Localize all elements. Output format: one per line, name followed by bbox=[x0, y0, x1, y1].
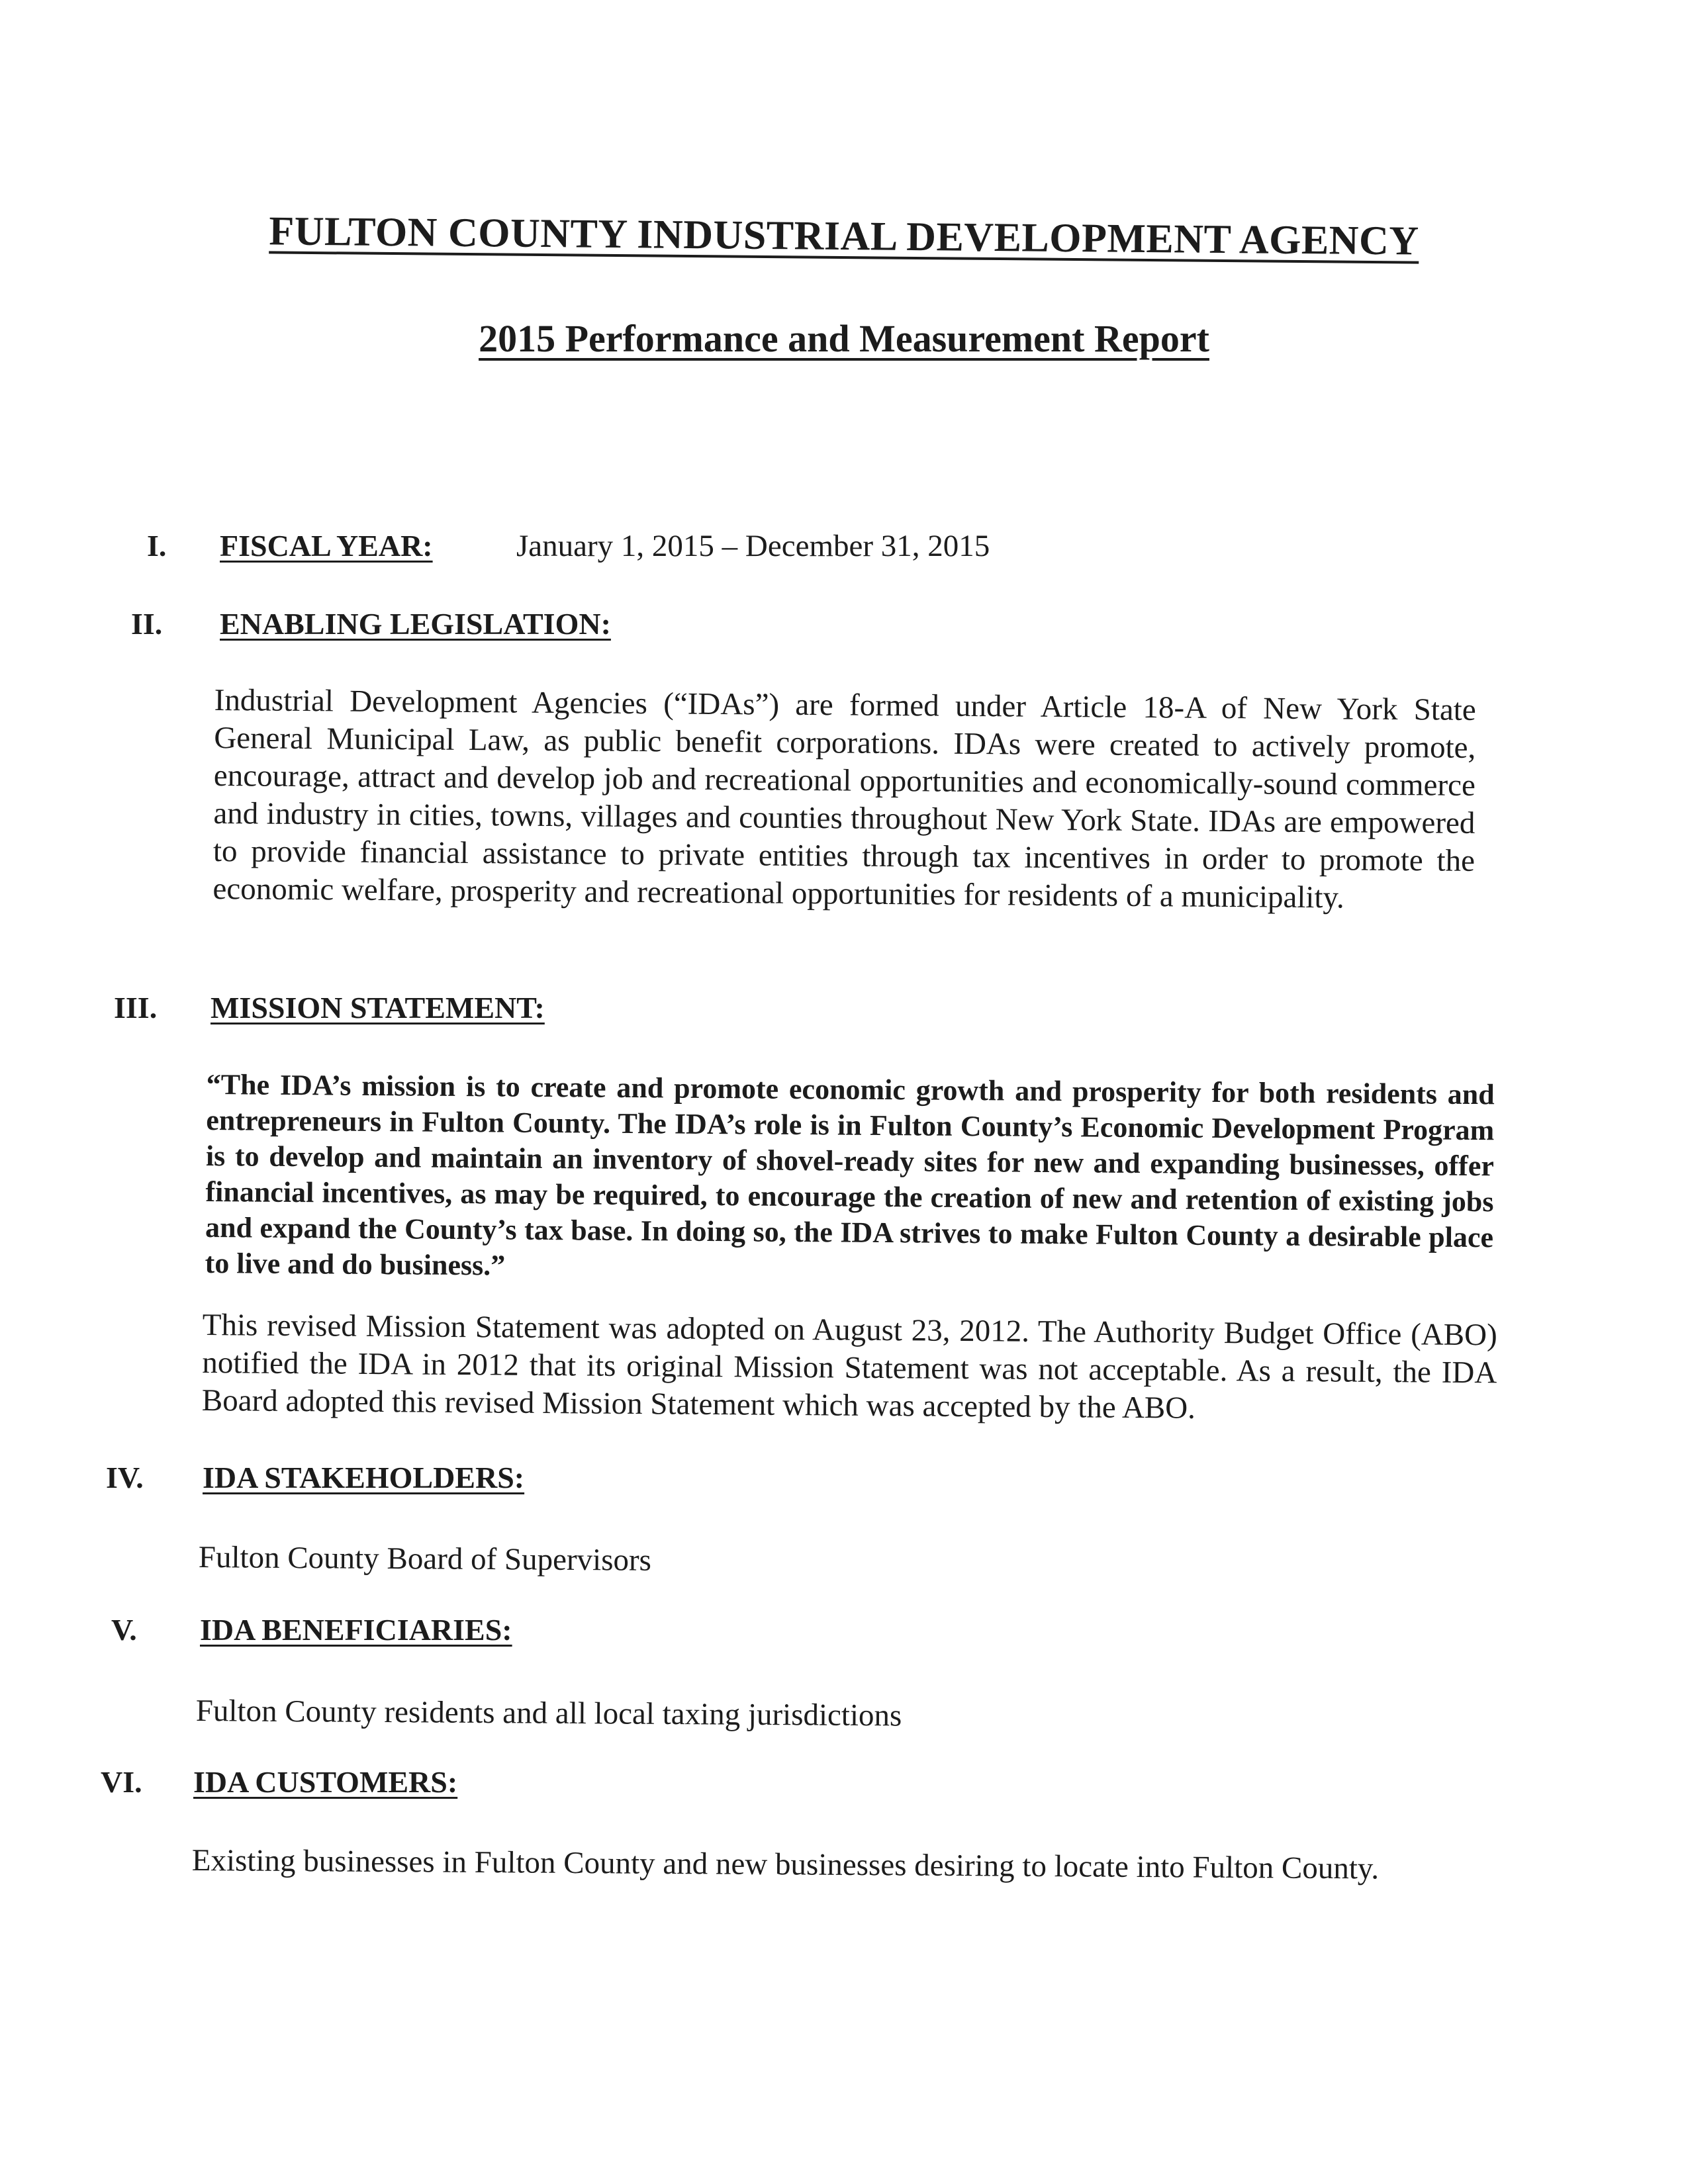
document-title: FULTON COUNTY INDUSTRIAL DEVELOPMENT AGENCY bbox=[269, 208, 1419, 264]
section-numeral: III. bbox=[114, 991, 158, 1024]
section-heading-beneficiaries: IDA BENEFICIARIES: bbox=[200, 1613, 512, 1647]
section-heading-customers: IDA CUSTOMERS: bbox=[193, 1765, 458, 1799]
section-heading-mission-statement: MISSION STATEMENT: bbox=[211, 991, 545, 1024]
section-heading-enabling-legislation: ENABLING LEGISLATION: bbox=[220, 607, 611, 641]
stakeholders-text: Fulton County Board of Supervisors bbox=[198, 1540, 652, 1578]
document-subtitle: 2015 Performance and Measurement Report bbox=[479, 317, 1209, 360]
mission-statement-note: This revised Mission Statement was adopted on August 23, 2012. The Authority Budget Office (ABO) notified the IDA in 2012 that its original Mission Statement was not acceptable. As a result, the IDA Board adopted this revised Mission Statement which was accepted by the ABO. bbox=[201, 1307, 1497, 1426]
section-numeral: II. bbox=[131, 607, 163, 641]
section-heading-stakeholders: IDA STAKEHOLDERS: bbox=[203, 1461, 525, 1494]
section-numeral: I. bbox=[147, 529, 167, 563]
section-numeral: IV. bbox=[106, 1461, 144, 1494]
mission-statement-quote: “The IDA’s mission is to create and promote economic growth and prosperity for both residents and entrepreneurs in Fulton County. The IDA’s role is in Fulton County’s Economic Development Program is to develop and maintain an inventory of shovel-ready sites for new and expanding businesses, offer financial incentives, as may be required, to encourage the creation of new and retention of existing jobs and expand the County’s tax base. In doing so, the IDA strives to make Fulton County a desirable place to live and do business.” bbox=[205, 1068, 1495, 1282]
section-numeral: VI. bbox=[101, 1765, 142, 1799]
section-numeral: V. bbox=[111, 1613, 137, 1647]
customers-text: Existing businesses in Fulton County and new businesses desiring to locate into Fulton County. bbox=[191, 1843, 1380, 1886]
fiscal-year-value: January 1, 2015 – December 31, 2015 bbox=[516, 529, 990, 563]
enabling-legislation-text: Industrial Development Agencies (“IDAs”) are formed under Article 18-A of New York State General Municipal Law, as public benefit corporations. IDAs were created to actively promote, encourage, attract and develop job and recreational opportunities and economically-sound commerce and industry in cities, towns, villages and counties throughout New York State. IDAs are empowered to provide financial assistance to private entities through tax incentives in order to promote the economic welfare, prosperity and recreational opportunities for residents of a municipality. bbox=[212, 682, 1476, 915]
beneficiaries-text: Fulton County residents and all local taxing jurisdictions bbox=[195, 1694, 902, 1733]
section-heading-fiscal-year: FISCAL YEAR: bbox=[220, 529, 433, 563]
